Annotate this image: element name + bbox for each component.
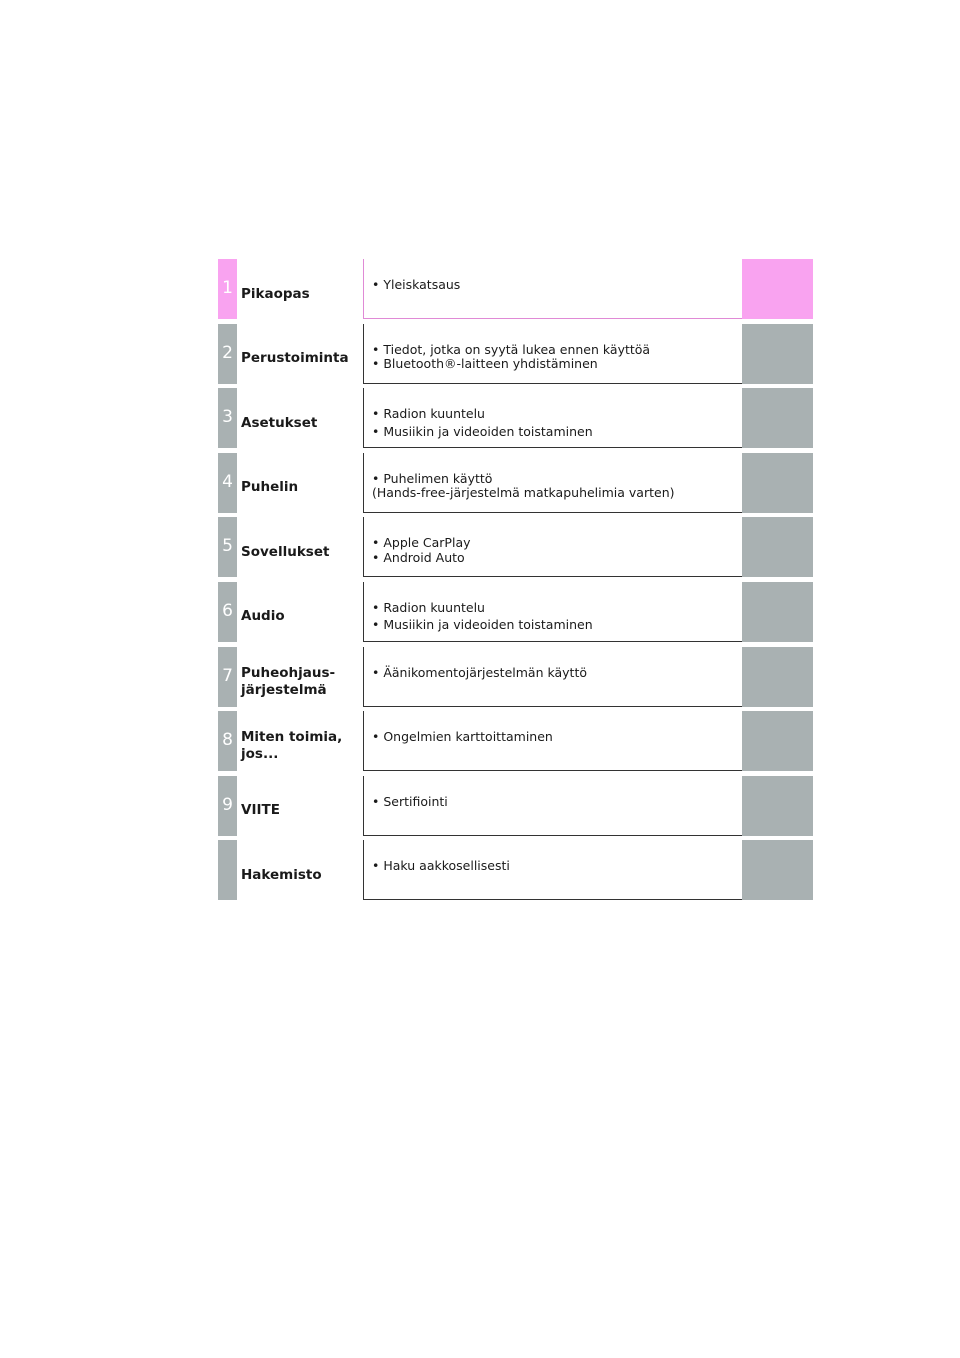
- chapter-tab-4[interactable]: [742, 453, 813, 513]
- chapter-number: 4: [218, 453, 237, 513]
- chapter-number: 1: [218, 259, 237, 319]
- chapter-title[interactable]: Perustoiminta: [241, 350, 349, 367]
- chapter-number: 9: [218, 776, 237, 836]
- chapter-number: 5: [218, 517, 237, 577]
- chapter-item[interactable]: • Tiedot, jotka on syytä lukea ennen käyttöä: [372, 341, 651, 357]
- chapter-title[interactable]: Pikaopas: [241, 285, 310, 302]
- chapter-title[interactable]: Puhelin: [241, 479, 299, 496]
- chapter-row-index[interactable]: [218, 840, 813, 905]
- chapter-row-4[interactable]: [218, 453, 813, 518]
- chapter-contents: [363, 388, 742, 448]
- chapter-item[interactable]: • Apple CarPlay: [372, 535, 471, 551]
- chapter-title[interactable]: Sovellukset: [241, 543, 330, 560]
- chapter-tab-5[interactable]: [742, 517, 813, 577]
- chapter-title[interactable]: Audio: [241, 608, 285, 625]
- chapter-row-5[interactable]: [218, 517, 813, 582]
- chapter-contents: [363, 711, 742, 771]
- chapter-contents: [363, 453, 742, 513]
- chapter-row-9[interactable]: [218, 776, 813, 841]
- chapter-item[interactable]: • Yleiskatsaus: [372, 277, 461, 292]
- chapter-item[interactable]: • Musiikin ja videoiden toistaminen: [372, 617, 593, 633]
- chapter-title[interactable]: VIITE: [241, 802, 280, 819]
- chapter-title[interactable]: Hakemisto: [241, 866, 322, 883]
- chapter-contents: [363, 259, 742, 319]
- chapter-item[interactable]: • Puhelimen käyttö (Hands-free-järjestelmä matkapuhelimia varten): [372, 470, 675, 501]
- chapter-tab-8[interactable]: [742, 711, 813, 771]
- chapter-number: 6: [218, 582, 237, 642]
- chapter-number: 8: [218, 711, 237, 771]
- chapter-number: 7: [218, 647, 237, 707]
- chapter-item[interactable]: • Radion kuuntelu: [372, 406, 485, 422]
- chapter-number: [218, 840, 237, 900]
- chapter-title[interactable]: Asetukset: [241, 414, 318, 431]
- chapter-tab-3[interactable]: [742, 388, 813, 448]
- chapter-contents: [363, 582, 742, 642]
- chapter-item[interactable]: • Radion kuuntelu: [372, 599, 485, 615]
- chapter-row-8[interactable]: [218, 711, 813, 776]
- chapter-item[interactable]: • Android Auto: [372, 549, 465, 565]
- chapter-number: 3: [218, 388, 237, 448]
- chapter-title[interactable]: Puheohjaus- järjestelmä: [241, 664, 336, 698]
- chapter-contents: [363, 517, 742, 577]
- chapter-row-2[interactable]: [218, 324, 813, 389]
- chapter-tab-2[interactable]: [742, 324, 813, 384]
- chapter-tab-6[interactable]: [742, 582, 813, 642]
- chapter-tab-7[interactable]: [742, 647, 813, 707]
- chapter-item[interactable]: • Äänikomentojärjestelmän käyttö: [372, 664, 588, 680]
- chapter-row-3[interactable]: [218, 388, 813, 453]
- chapter-contents: [363, 324, 742, 384]
- table-of-contents: [218, 259, 813, 905]
- chapter-row-7[interactable]: [218, 647, 813, 712]
- chapter-item[interactable]: • Haku aakkosellisesti: [372, 858, 510, 874]
- chapter-tab-1[interactable]: [742, 259, 813, 319]
- chapter-item[interactable]: • Bluetooth®-laitteen yhdistäminen: [372, 356, 598, 372]
- chapter-number: 2: [218, 324, 237, 384]
- chapter-row-6[interactable]: [218, 582, 813, 647]
- chapter-item[interactable]: • Ongelmien karttoittaminen: [372, 729, 553, 745]
- chapter-item[interactable]: • Musiikin ja videoiden toistaminen: [372, 423, 593, 439]
- chapter-contents: [363, 776, 742, 836]
- chapter-item[interactable]: • Sertifiointi: [372, 793, 448, 809]
- chapter-row-1[interactable]: [218, 259, 813, 324]
- chapter-tab-9[interactable]: [742, 776, 813, 836]
- chapter-contents: [363, 840, 742, 900]
- chapter-contents: [363, 647, 742, 707]
- chapter-tab-index[interactable]: [742, 840, 813, 900]
- chapter-title[interactable]: Miten toimia, jos...: [241, 729, 343, 763]
